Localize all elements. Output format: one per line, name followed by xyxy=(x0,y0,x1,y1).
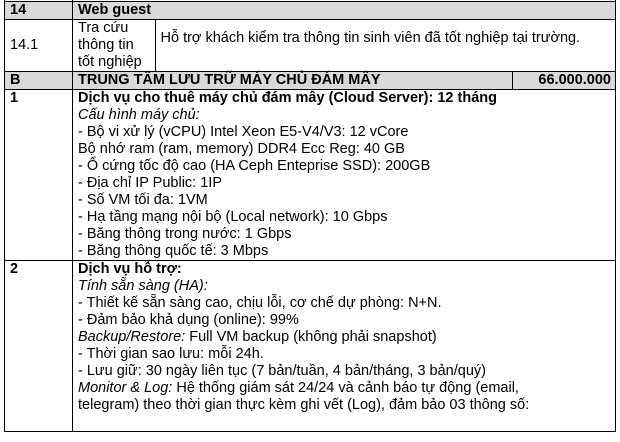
table-row-2 xyxy=(5,261,616,432)
feature-name-line: Tra cứu xyxy=(78,20,129,36)
ha-heading: Tính sẵn sàng (HA): xyxy=(78,278,208,294)
config-heading: Cấu hình máy chủ: xyxy=(78,107,200,123)
monitor-text: Hệ thống giám sát 24/24 và cảnh báo tự động (email, xyxy=(172,380,519,396)
config-item: - Băng thông trong nước: 1 Gbps xyxy=(78,226,292,242)
ha-item: - Thiết kế sẵn sàng cao, chịu lỗi, cơ chế dự phòng: N+N. xyxy=(78,295,442,311)
row-number: B xyxy=(5,72,73,90)
row-number: 14.1 xyxy=(5,20,73,72)
feature-description: Hỗ trợ khách kiểm tra thông tin sinh viên đã tốt nghiệp tại trường. xyxy=(155,20,615,71)
ha-item: - Đảm bảo khả dụng (online): 99% xyxy=(78,312,299,328)
backup-item: - Thời gian sao lưu: mỗi 24h. xyxy=(78,346,264,362)
service-title: Dịch vụ cho thuê máy chủ đám mây (Cloud Server): 12 tháng xyxy=(78,90,497,106)
service-details xyxy=(73,90,616,261)
row-number: 2 xyxy=(5,261,73,432)
feature-name-line: thông tin xyxy=(78,37,134,53)
table-row-1 xyxy=(5,90,616,261)
table-row-section-b xyxy=(5,72,616,90)
section-amount: 66.000.000 xyxy=(513,72,616,90)
support-title: Dịch vụ hỗ trợ: xyxy=(78,261,182,277)
row-title: Web guest xyxy=(73,2,616,20)
feature-name xyxy=(73,20,155,71)
service-price-table xyxy=(4,0,616,432)
backup-label: Backup/Restore: xyxy=(78,329,186,345)
support-details xyxy=(73,261,616,432)
config-item: - Bộ vi xử lý (vCPU) Intel Xeon E5-V4/V3: 12 vCore xyxy=(78,124,409,140)
row-number: 1 xyxy=(5,90,73,261)
backup-item: - Lưu giữ: 30 ngày liên tục (7 bản/tuần, 4 bản/tháng, 3 bản/quý) xyxy=(78,363,486,379)
config-item: - Số VM tối đa: 1VM xyxy=(78,192,208,208)
monitor-label: Monitor & Log: xyxy=(78,380,173,396)
row-number: 14 xyxy=(5,2,73,20)
feature-row xyxy=(73,20,615,71)
config-item: - Địa chỉ IP Public: 1IP xyxy=(78,175,222,191)
feature-name-line: tốt nghiệp xyxy=(78,54,142,70)
section-title: TRUNG TÂM LƯU TRỮ MÁY CHỦ ĐÁM MÂY xyxy=(73,72,513,90)
monitor-line xyxy=(78,380,611,397)
table-row-section-14 xyxy=(5,2,616,20)
config-item: - Ổ cứng tốc độ cao (HA Ceph Enteprise SSD): 200GB xyxy=(78,158,431,174)
table-row-14-1 xyxy=(5,20,616,72)
config-item: - Băng thông quốc tế: 3 Mbps xyxy=(78,243,269,259)
backup-line xyxy=(78,329,611,346)
config-item: - Hạ tầng mạng nội bộ (Local network): 10 Gbps xyxy=(78,209,388,225)
monitor-line-2: telegram) theo thời gian thực kèm ghi vết (Log), đảm bảo 03 thông số: xyxy=(78,397,530,413)
config-item: Bộ nhớ ram (ram, memory) DDR4 Ecc Reg: 40 GB xyxy=(78,141,405,157)
backup-text: Full VM backup (không phải snapshot) xyxy=(185,329,437,345)
